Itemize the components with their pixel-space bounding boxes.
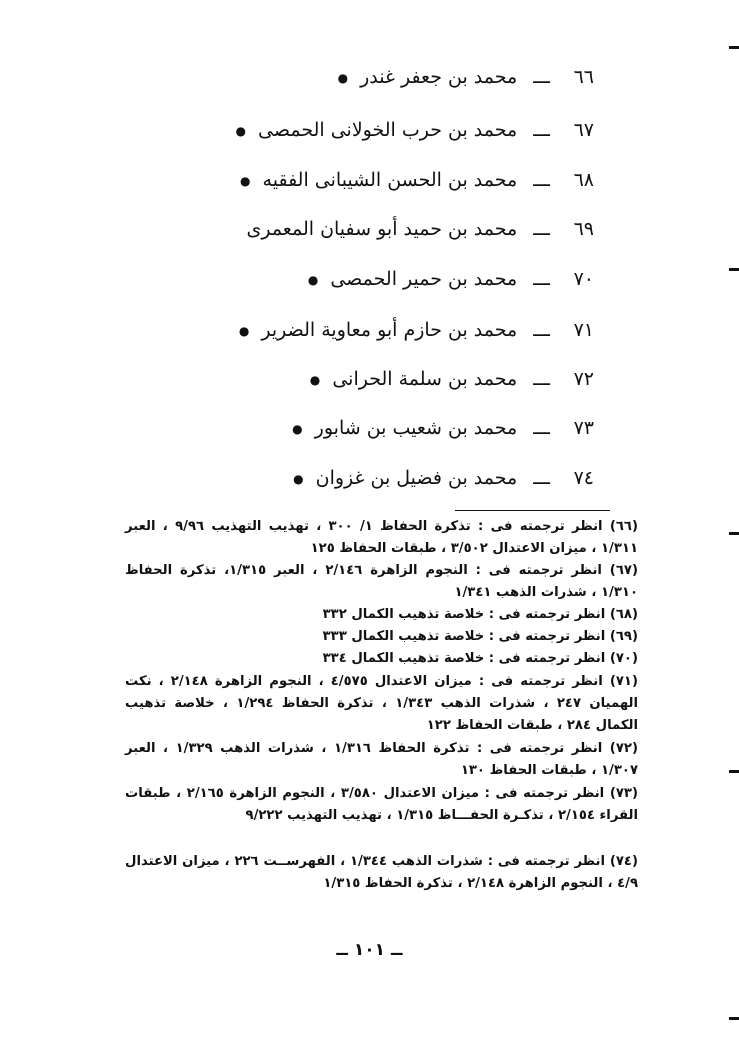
entry-74: [150, 461, 594, 495]
scan-edge-mark: [729, 532, 739, 535]
entry-dash: ـــ: [533, 467, 550, 489]
scan-edge-mark: [729, 268, 739, 271]
entry-number: ٧٢: [573, 368, 594, 390]
entry-name: محمد بن حرب الخولانى الحمصى: [258, 119, 518, 141]
entry-name: محمد بن شعيب بن شابور: [314, 417, 518, 439]
footnote-73: (٧٣) انظر ترجمته فى : ميزان الاعتدال ٣/٥٨٠ ، النجوم الزاهرة ٢/١٦٥ ، طبقات القراء ٢/١٥٤ ، تذكـرة الحفـــاظ ١/٣١٥ ، تهذيب التهذيب ٩/٢٢٢: [125, 786, 638, 824]
entry-dash: ـــ: [533, 368, 550, 390]
bullet-mark-icon: ●: [293, 472, 304, 486]
bullet-mark-icon: ●: [292, 422, 303, 436]
footnote-separator: [455, 510, 610, 511]
bullet-mark-icon: ●: [240, 174, 251, 188]
bullet-mark-icon: ●: [235, 124, 246, 138]
footnote-66: (٦٦) انظر ترجمته فى : تذكرة الحفاظ ١/ ٣٠٠ ، تهذيب التهذيب ٩/٩٦ ، العبر ١/٣١١ ، ميزان الاعتدال ٣/٥٠٢ ، طبقات الحفاظ ١٢٥: [125, 519, 638, 557]
entry-number: ٧١: [573, 319, 594, 341]
entry-number: ٧٣: [573, 417, 594, 439]
entry-68: [150, 163, 594, 197]
entry-number: ٧٠: [573, 268, 594, 290]
entry-dash: ـــ: [533, 417, 550, 439]
page-number: ــ ١٠١ ــ: [336, 940, 403, 960]
entry-73: [150, 411, 594, 445]
footnote-69: (٦٩) انظر ترجمته فى : خلاصة تذهيب الكمال ٣٣٣: [322, 629, 638, 644]
entry-66: [150, 60, 594, 94]
bullet-mark-icon: ●: [238, 324, 250, 338]
entry-number: ٦٩: [573, 218, 594, 240]
entry-name: محمد بن فضيل بن غزوان: [315, 467, 518, 489]
entry-name: محمد بن حازم أبو معاوية الضرير: [261, 319, 518, 341]
footnote-67: (٦٧) انظر ترجمته فى : النجوم الزاهرة ٢/١٤٦ ، العبر ١/٣١٥، تذكرة الحفاظ ١/٣١٠ ، شذرات الذهب ١/٣٤١: [125, 563, 638, 601]
entry-name: محمد بن حميد أبو سفيان المعمرى: [246, 218, 518, 240]
entry-71: [150, 313, 594, 347]
entry-name: محمد بن الحسن الشيبانى الفقيه: [262, 169, 518, 191]
entry-number: ٦٧: [573, 119, 594, 141]
entry-dash: ـــ: [533, 218, 550, 240]
entry-number: ٦٦: [573, 66, 594, 88]
scan-edge-mark: [729, 770, 739, 773]
entry-72: [150, 362, 594, 396]
footnote-74: (٧٤) انظر ترجمته فى : شذرات الذهب ١/٣٤٤ ، الفهرســت ٢٢٦ ، ميزان الاعتدال ٤/٩ ، النجوم الزاهرة ٢/١٤٨ ، تذكرة الحفاظ ١/٣١٥: [125, 854, 638, 892]
bullet-mark-icon: ●: [337, 71, 349, 85]
entry-number: ٦٨: [573, 169, 594, 191]
entry-name: محمد بن جعفر غندر: [360, 66, 518, 88]
footnote-70: (٧٠) انظر ترجمته فى : خلاصة تذهيب الكمال ٣٣٤: [322, 651, 638, 666]
scan-edge-mark: [729, 1017, 739, 1020]
footnote-72: (٧٢) انظر ترجمته فى : تذكرة الحفاظ ١/٣١٦ ، شذرات الذهب ١/٣٢٩ ، العبر ١/٣٠٧ ، طبقات الحفاظ ١٣٠: [125, 741, 638, 779]
entry-69: [150, 212, 594, 246]
scan-edge-mark: [729, 46, 739, 49]
bullet-mark-icon: ●: [307, 273, 319, 287]
entry-dash: ـــ: [533, 119, 550, 141]
entry-dash: ـــ: [533, 268, 550, 290]
entry-dash: ـــ: [533, 169, 550, 191]
entry-70: [150, 262, 594, 296]
footnote-68: (٦٨) انظر ترجمته فى : خلاصة تذهيب الكمال ٣٣٢: [322, 607, 638, 622]
entry-number: ٧٤: [573, 467, 594, 489]
footnote-71: (٧١) انظر ترجمته فى : ميزان الاعتدال ٤/٥٧٥ ، النجوم الزاهرة ٢/١٤٨ ، نكت الهميان ٢٤٧ ، شذرات الذهب ١/٣٤٣ ، تذكرة الحفاظ ١/٢٩٤ ، خلاصة تذهيب الكمال ٢٨٤ ، طبقات الحفاظ ١٢٢: [125, 674, 639, 734]
entry-67: [150, 113, 594, 147]
entry-dash: ـــ: [533, 66, 550, 88]
bullet-mark-icon: ●: [309, 373, 321, 387]
entry-name: محمد بن سلمة الحرانى: [332, 368, 518, 390]
entry-dash: ـــ: [533, 319, 550, 341]
entry-name: محمد بن حمير الحمصى: [330, 268, 518, 290]
